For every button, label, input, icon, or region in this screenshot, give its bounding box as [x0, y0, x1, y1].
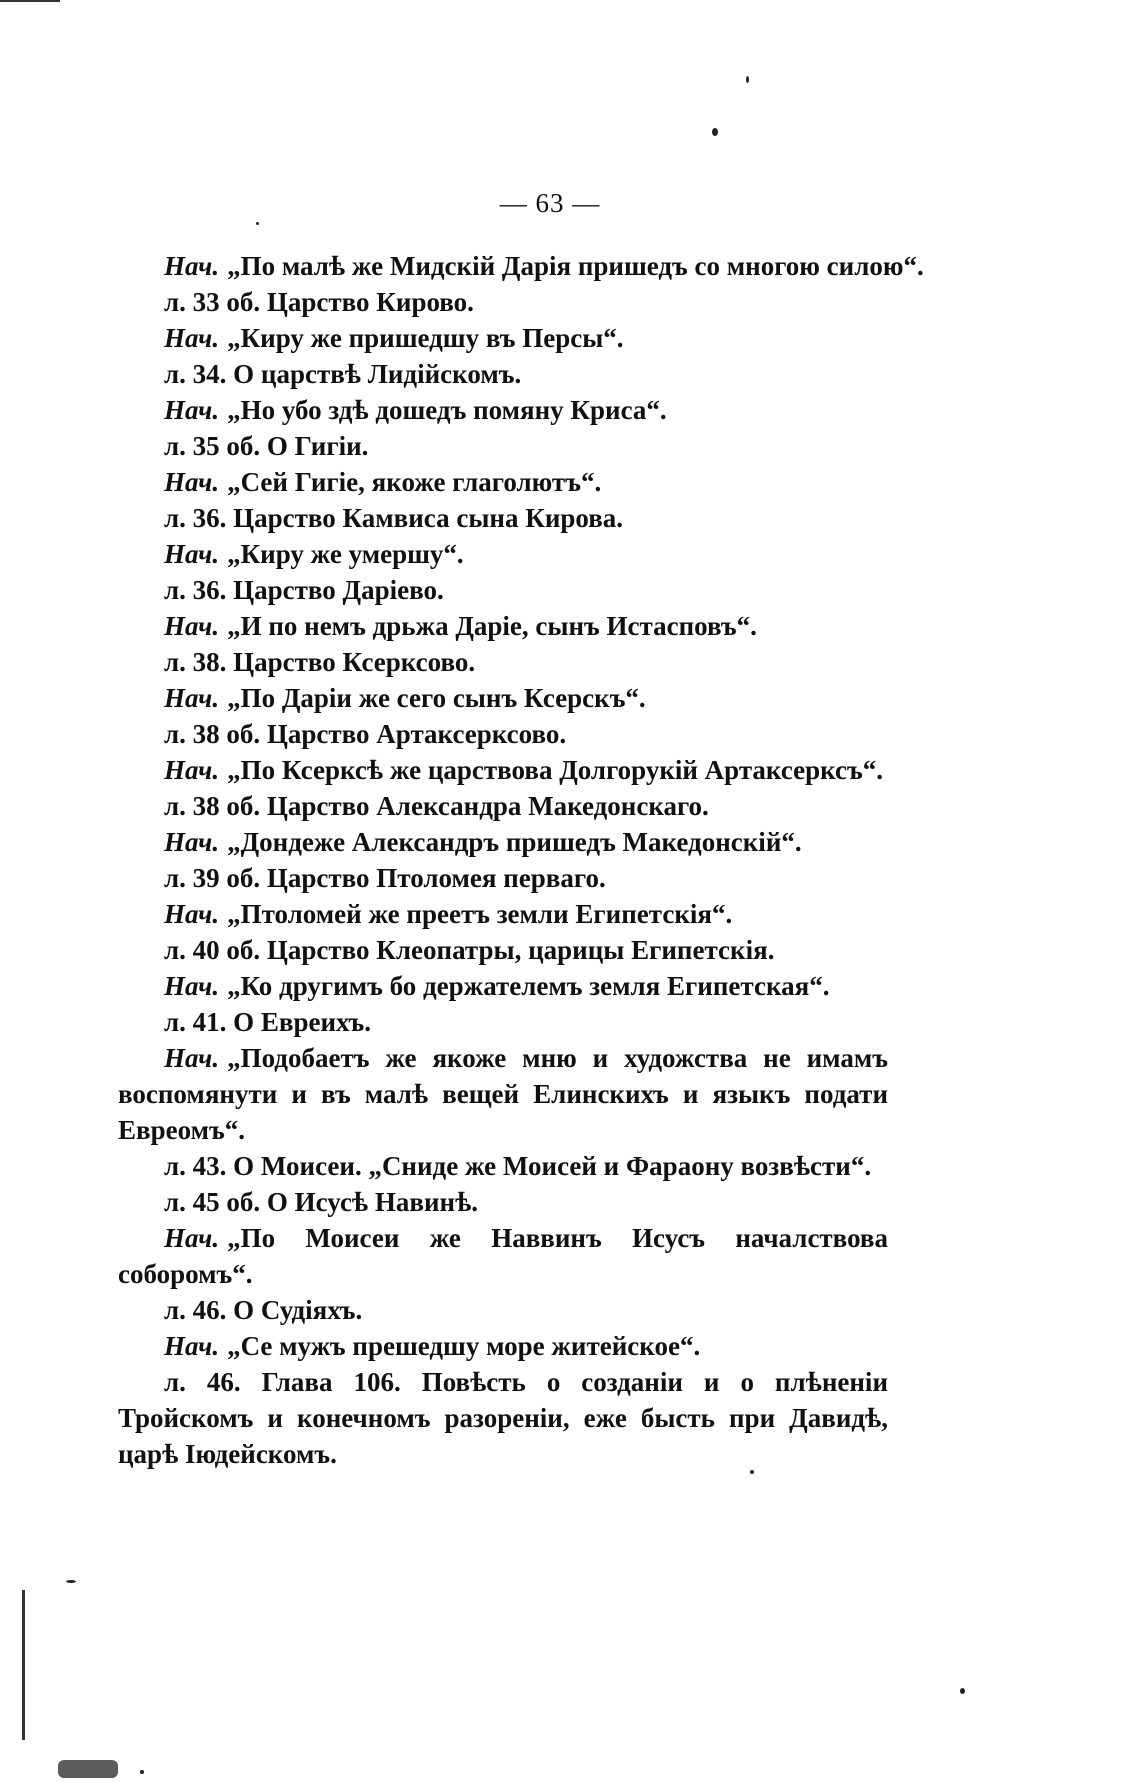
incipit-abbr: Нач.	[164, 611, 220, 641]
scan-edge-mark	[58, 1760, 118, 1778]
incipit-text: „По Даріи же сего сынъ Ксерскъ“.	[227, 683, 646, 713]
folio-line: л. 39 об. Царство Птоломея перваго.	[164, 863, 606, 893]
incipit-paragraph	[118, 1040, 888, 1148]
incipit-line	[118, 896, 888, 932]
incipit-text: „По малѣ же Мидскій Дарія пришедъ со многою силою“.	[227, 251, 924, 281]
incipit-abbr: Нач.	[164, 395, 220, 425]
scan-speck	[750, 1470, 754, 1474]
scan-speck	[140, 1770, 144, 1774]
folio-line: л. 40 об. Царство Клеопатры, царицы Египетскія.	[164, 935, 775, 965]
incipit-text: „Сей Гигіе, якоже глаголютъ“.	[227, 467, 602, 497]
incipit-line	[118, 392, 888, 428]
scan-speck	[256, 222, 259, 225]
folio-line: л. 41. О Евреихъ.	[164, 1007, 372, 1037]
incipit-line	[118, 608, 888, 644]
incipit-line	[118, 464, 888, 500]
incipit-text: „Птоломей же преетъ земли Египетскія“.	[227, 899, 733, 929]
page-number: — 63 —	[499, 188, 601, 218]
incipit-text: „Но убо здѣ дошедъ помяну Криса“.	[227, 395, 667, 425]
incipit-text: „И по немъ дрьжа Даріе, сынъ Истасповъ“.	[227, 611, 757, 641]
incipit-text: „Ко другимъ бо держателемъ земля Египетская“.	[227, 971, 830, 1001]
folio-line: л. 36. Царство Камвиса сына Кирова.	[164, 503, 624, 533]
incipit-line	[118, 248, 924, 284]
incipit-paragraph	[118, 1220, 888, 1292]
folio-line: л. 38 об. Царство Александра Македонскаго.	[164, 791, 709, 821]
incipit-abbr: Нач.	[164, 539, 220, 569]
incipit-abbr: Нач.	[164, 971, 220, 1001]
incipit-text: „Киру же умершу“.	[227, 539, 464, 569]
incipit-text: „По Моисеи же Наввинъ Исусъ началствова соборомъ“.	[118, 1223, 888, 1289]
incipit-line	[118, 320, 888, 356]
folio-line: л. 35 об. О Гигіи.	[164, 431, 369, 461]
incipit-abbr: Нач.	[164, 827, 220, 857]
incipit-text: „Киру же пришедшу въ Персы“.	[227, 323, 624, 353]
incipit-abbr: Нач.	[164, 683, 220, 713]
incipit-text: „Подобаетъ же якоже мню и художства не имамъ воспомянути и въ малѣ вещей Елинскихъ и языкъ подати Евреомъ“.	[118, 1043, 888, 1145]
incipit-text: „По Ксерксѣ же царствова Долгорукій Артаксерксъ“.	[227, 755, 883, 785]
incipit-abbr: Нач.	[164, 755, 220, 785]
incipit-abbr: Нач.	[164, 251, 220, 281]
incipit-abbr: Нач.	[164, 467, 220, 497]
incipit-line	[118, 680, 888, 716]
incipit-abbr: Нач.	[164, 1223, 220, 1253]
incipit-line	[118, 968, 888, 1004]
folio-line: л. 46. О Судіяхъ.	[164, 1295, 363, 1325]
incipit-abbr: Нач.	[164, 323, 220, 353]
folio-line: л. 36. Царство Даріево.	[164, 575, 444, 605]
incipit-abbr: Нач.	[164, 1043, 220, 1073]
incipit-abbr: Нач.	[164, 1331, 220, 1361]
incipit-line	[118, 536, 888, 572]
scan-edge-mark	[0, 0, 60, 2]
folio-line: л. 34. О царствѣ Лидійскомъ.	[164, 359, 522, 389]
scan-speck	[746, 76, 749, 83]
chapter-paragraph: л. 46. Глава 106. Повѣсть о созданіи и о плѣненіи Тройскомъ и конечномъ разореніи, еже бысть при Давидѣ, царѣ Іюдейскомъ.	[118, 1367, 888, 1469]
text-body	[118, 248, 924, 1472]
folio-line: л. 38. Царство Ксерксово.	[164, 647, 476, 677]
folio-line: л. 33 об. Царство Кирово.	[164, 287, 474, 317]
incipit-text: „Дондеже Александръ пришедъ Македонскій“.	[227, 827, 802, 857]
scan-edge-mark	[22, 1590, 25, 1740]
folio-line: л. 45 об. О Исусѣ Навинѣ.	[164, 1187, 479, 1217]
scan-speck	[960, 1688, 965, 1694]
scan-speck	[66, 1580, 76, 1583]
incipit-line	[118, 1328, 888, 1364]
incipit-text: „Се мужъ прешедшу море житейское“.	[227, 1331, 701, 1361]
incipit-line	[118, 824, 888, 860]
folio-line: л. 38 об. Царство Артаксерксово.	[164, 719, 567, 749]
incipit-line	[118, 752, 888, 788]
incipit-abbr: Нач.	[164, 899, 220, 929]
folio-line: л. 43. О Моисеи. „Сниде же Моисей и Фараону возвѣсти“.	[164, 1151, 872, 1181]
scan-speck	[712, 128, 718, 136]
